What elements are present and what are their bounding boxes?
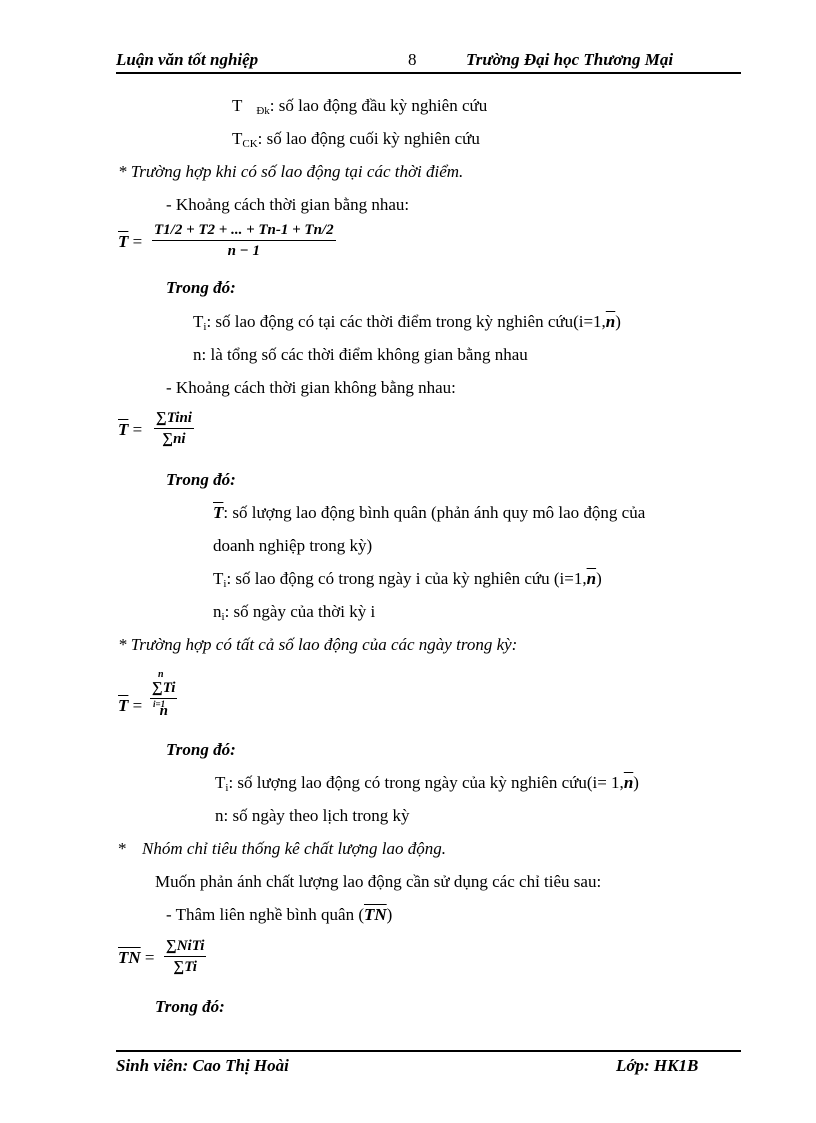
formula2-fraction bbox=[154, 408, 194, 449]
formula2-denominator: ∑ni bbox=[162, 431, 186, 447]
formula1-denominator: n − 1 bbox=[227, 243, 261, 259]
formula1-lhs: $\overline{T}$ = bbox=[118, 232, 143, 251]
header-title: Luận văn tốt nghiệp bbox=[116, 50, 259, 69]
formula3-denominator: n bbox=[159, 703, 168, 719]
n-definition-1: n: là tổng số các thời điểm không gian bằng nhau bbox=[193, 345, 528, 364]
formula4-fraction bbox=[164, 936, 206, 977]
footer-class: Lớp: HK1B bbox=[616, 1056, 699, 1075]
page-number: 8 bbox=[408, 50, 417, 69]
formula4-denominator: ∑Ti bbox=[173, 959, 197, 975]
where-label-4: Trong đó: bbox=[155, 997, 225, 1016]
case-heading-2: * Trường hợp có tất cả số lao động của các ngày trong kỳ: bbox=[118, 635, 518, 654]
header-rule bbox=[116, 72, 741, 74]
header-school: Trường Đại học Thương Mại bbox=[466, 50, 674, 69]
formula2-lhs: $\overline{T}$ = bbox=[118, 420, 143, 439]
group-heading: Nhóm chỉ tiêu thống kê chất lượng lao động. bbox=[142, 839, 446, 858]
footer-student: Sinh viên: Cao Thị Hoài bbox=[116, 1056, 289, 1075]
where-label-2: Trong đó: bbox=[166, 470, 236, 489]
equal-spacing-heading: - Khoảng cách thời gian bằng nhau: bbox=[166, 195, 410, 214]
formula4-lhs: $\overline{TN}$ = bbox=[118, 948, 155, 967]
formula2-numerator: ∑Tini bbox=[154, 408, 194, 429]
formula3-lhs: $\overline{T}$ = bbox=[118, 696, 143, 715]
tck-line: $T_{CK}$: số lao động cuối kỳ nghiên cứu bbox=[232, 129, 480, 150]
formula3-numerator: ∑Ti bbox=[150, 678, 177, 699]
formula4-numerator: ∑NiTi bbox=[164, 936, 206, 957]
where-label-3: Trong đó: bbox=[166, 740, 236, 759]
where-label-1: Trong đó: bbox=[166, 278, 236, 297]
seniority-heading: - Thâm liên nghề bình quân $(\overline{TN})$ bbox=[166, 905, 393, 924]
n-definition-3: n: số ngày theo lịch trong kỳ bbox=[215, 806, 410, 825]
tbar-definition-cont: doanh nghiệp trong kỳ) bbox=[213, 536, 373, 555]
formula1-fraction bbox=[152, 220, 336, 261]
ni-definition: $n_i$: số ngày của thời kỳ i bbox=[213, 602, 376, 623]
tdk-line: T $_{Đk}$: số lao động đầu kỳ nghiên cứu bbox=[232, 96, 488, 117]
formula3-lower-limit: i=1 bbox=[153, 699, 166, 709]
case-heading-1: * Trường hợp khi có số lao động tại các thời điểm. bbox=[118, 162, 464, 181]
ti-definition-3: $T_i$: số lượng lao động có trong ngày của kỳ nghiên cứu(i= $1,\overline{n}$) bbox=[215, 773, 639, 794]
group-star: * bbox=[118, 839, 127, 858]
unequal-spacing-heading: - Khoảng cách thời gian không bằng nhau: bbox=[166, 378, 456, 397]
ti-definition-1: $T_i$: số lao động có tại các thời điểm trong kỳ nghiên $cứu(i=1,\overline{n})$ bbox=[193, 312, 621, 333]
formula3-upper-limit: n bbox=[158, 669, 164, 680]
footer-rule bbox=[116, 1050, 741, 1052]
ti-definition-2: $T_i$: số lao động có trong ngày i của kỳ nghiên cứu $(i=1,\overline{n})$ bbox=[213, 569, 602, 590]
tbar-definition: $\overline{T}$: số lượng lao động bình quân (phản ánh quy mô lao động của bbox=[213, 503, 646, 522]
formula1-numerator: T1/2 + T2 + ... + Tn-1 + Tn/2 bbox=[152, 220, 336, 241]
intro-text: Muốn phản ánh chất lượng lao động cần sử dụng các chỉ tiêu sau: bbox=[155, 872, 602, 891]
